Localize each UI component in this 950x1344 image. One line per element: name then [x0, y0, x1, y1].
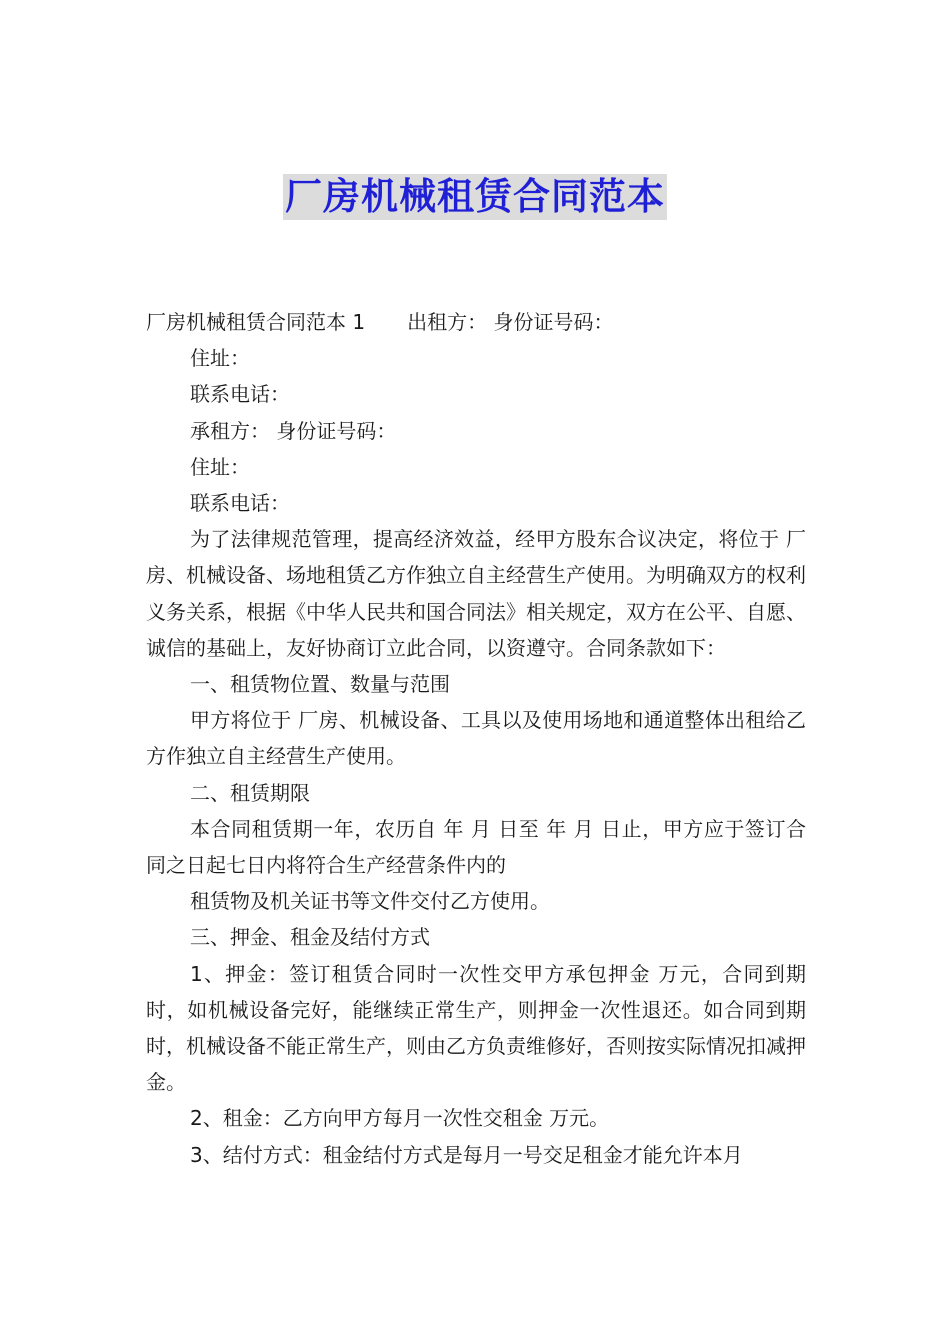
document-title: 厂房机械租赁合同范本: [285, 175, 665, 218]
intro-parties: 出租方： 身份证号码：: [407, 310, 614, 334]
document-body: [146, 304, 806, 1173]
intro-line: [146, 304, 806, 340]
lessee-address: 住址：: [190, 454, 250, 479]
section-2-continuation: 租赁物及机关证书等文件交付乙方使用。: [190, 889, 550, 914]
section-2-paragraph: 本合同租赁期一年，农历自 年 月 日至 年 月 日止，甲方应于签订合同之日起七日内将符合生产经营条件内的: [146, 816, 806, 878]
deposit-clause: 1、押金：签订租赁合同时一次性交甲方承包押金 万元，合同到期时，如机械设备完好，能继续正常生产，则押金一次性退还。如合同到期时，机械设备不能正常生产，则由乙方负责维修好，否则按实际情况扣减押金。: [146, 961, 806, 1095]
lessee-phone: 联系电话：: [190, 491, 290, 516]
lessor-address: 住址：: [190, 346, 250, 371]
section-heading-3: 三、押金、租金及结付方式: [190, 925, 430, 950]
intro-label: 厂房机械租赁合同范本 1: [146, 310, 366, 334]
lessor-phone: 联系电话：: [190, 382, 290, 407]
section-heading-1: 一、租赁物位置、数量与范围: [190, 672, 450, 697]
section-heading-2: 二、租赁期限: [190, 780, 310, 805]
lessee-id: 承租方： 身份证号码：: [190, 418, 397, 443]
section-1-paragraph: 甲方将位于 厂房、机械设备、工具以及使用场地和通道整体出租给乙方作独立自主经营生产使用。: [146, 708, 806, 769]
rent-clause: 2、租金：乙方向甲方每月一次性交租金 万元。: [190, 1106, 610, 1131]
payment-clause: 3、结付方式：租金结付方式是每月一号交足租金才能允许本月: [190, 1142, 743, 1167]
title-container: [0, 174, 950, 220]
preamble-paragraph: 为了法律规范管理，提高经济效益，经甲方股东合议决定，将位于 厂房、机械设备、场地租赁乙方作独立自主经营生产使用。为明确双方的权利义务关系，根据《中华人民共和国合同法》相关规定，双方在公平、自愿、诚信的基础上，友好协商订立此合同，以资遵守。合同条款如下：: [146, 527, 806, 660]
